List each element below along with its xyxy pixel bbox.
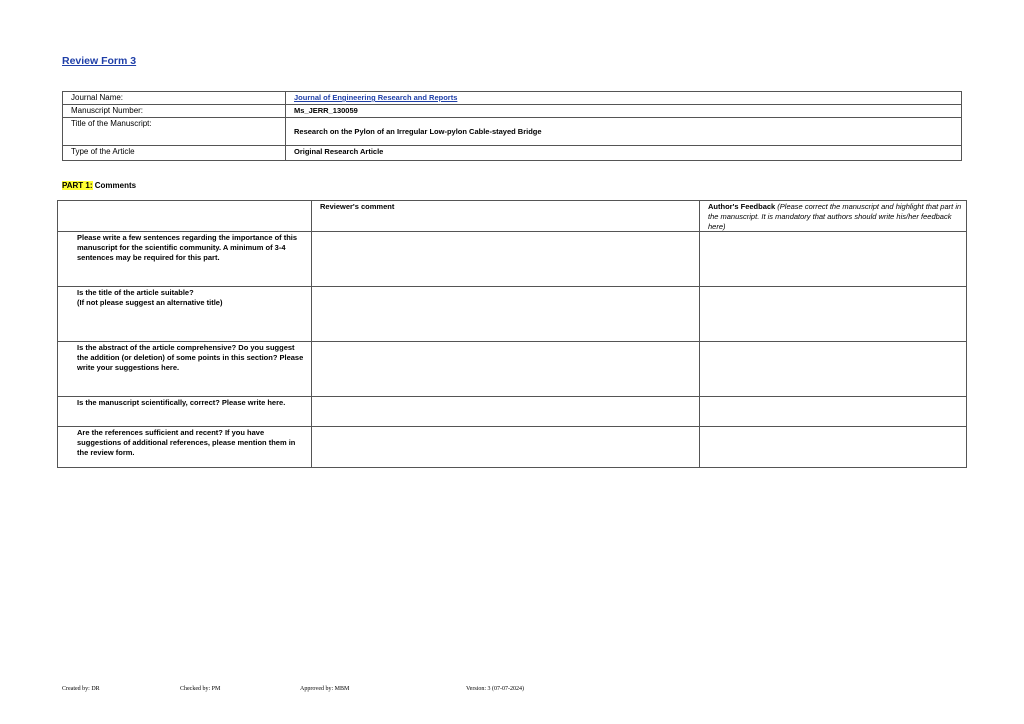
table-row bbox=[63, 118, 962, 146]
table-row bbox=[58, 397, 967, 427]
question-title: Is the title of the article suitable? (If not please suggest an alternative title) bbox=[58, 287, 312, 342]
table-header-row bbox=[58, 201, 967, 232]
article-type-label: Type of the Article bbox=[63, 146, 286, 161]
comments-table bbox=[57, 200, 967, 468]
header-author-feedback bbox=[700, 201, 967, 232]
manuscript-title-value: Research on the Pylon of an Irregular Low-pylon Cable-stayed Bridge bbox=[286, 118, 962, 146]
author-feedback-cell[interactable] bbox=[700, 342, 967, 397]
reviewer-comment-cell[interactable] bbox=[312, 232, 700, 287]
footer-checked-by: Checked by: PM bbox=[180, 686, 221, 692]
question-references: Are the references sufficient and recent? If you have suggestions of additional references, please mention them in the review form. bbox=[58, 427, 312, 468]
author-feedback-cell[interactable] bbox=[700, 397, 967, 427]
journal-name-link[interactable]: Journal of Engineering Research and Reports bbox=[294, 93, 458, 102]
author-feedback-cell[interactable] bbox=[700, 287, 967, 342]
header-empty-cell bbox=[58, 201, 312, 232]
part1-heading bbox=[62, 181, 136, 190]
article-type-value: Original Research Article bbox=[286, 146, 962, 161]
journal-name-label: Journal Name: bbox=[63, 92, 286, 105]
manuscript-number-value: Ms_JERR_130059 bbox=[286, 105, 962, 118]
table-row bbox=[63, 146, 962, 161]
reviewer-comment-cell[interactable] bbox=[312, 287, 700, 342]
question-scientific: Is the manuscript scientifically, correct? Please write here. bbox=[58, 397, 312, 427]
author-feedback-note: (Please correct the manuscript and highlight that part in the manuscript. It is mandatory that authors should write his/her feedback here) bbox=[708, 202, 962, 231]
footer-created-by: Created by: DR bbox=[62, 686, 100, 692]
table-row bbox=[58, 342, 967, 397]
table-row bbox=[63, 105, 962, 118]
table-row bbox=[63, 92, 962, 105]
form-title: Review Form 3 bbox=[62, 55, 137, 67]
reviewer-comment-cell[interactable] bbox=[312, 427, 700, 468]
manuscript-title-label: Title of the Manuscript: bbox=[63, 118, 286, 146]
author-feedback-title: Author's Feedback bbox=[708, 202, 776, 211]
question-abstract: Is the abstract of the article comprehensive? Do you suggest the addition (or deletion) of some points in this section? Please write your suggestions here. bbox=[58, 342, 312, 397]
reviewer-comment-cell[interactable] bbox=[312, 397, 700, 427]
question-importance: Please write a few sentences regarding the importance of this manuscript for the scientific community. A minimum of 3-4 sentences may be required for this part. bbox=[58, 232, 312, 287]
footer-version: Version: 3 (07-07-2024) bbox=[466, 686, 524, 692]
footer-approved-by: Approved by: MBM bbox=[300, 686, 350, 692]
journal-name-value[interactable] bbox=[286, 92, 962, 105]
header-reviewer-comment: Reviewer's comment bbox=[312, 201, 700, 232]
table-row bbox=[58, 287, 967, 342]
author-feedback-cell[interactable] bbox=[700, 232, 967, 287]
author-feedback-cell[interactable] bbox=[700, 427, 967, 468]
manuscript-info-table bbox=[62, 91, 962, 161]
part1-heading-text: Comments bbox=[92, 181, 137, 190]
manuscript-number-label: Manuscript Number: bbox=[63, 105, 286, 118]
reviewer-comment-cell[interactable] bbox=[312, 342, 700, 397]
part1-highlight: PART 1: bbox=[62, 181, 93, 190]
table-row bbox=[58, 232, 967, 287]
table-row bbox=[58, 427, 967, 468]
